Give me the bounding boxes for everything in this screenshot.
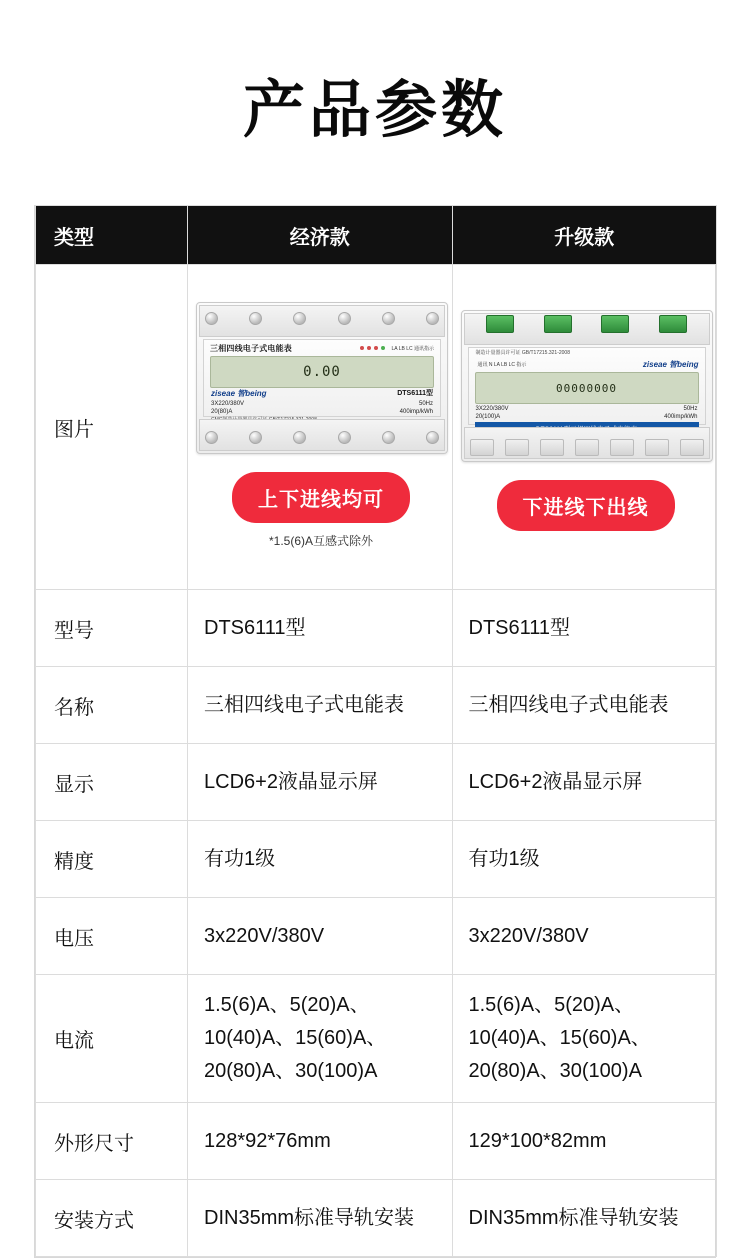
meter-economy xyxy=(196,302,446,549)
cell-upgrade-mounting: DIN35mm标准导轨安装 xyxy=(452,1180,717,1257)
meter-body-economy xyxy=(196,302,448,454)
meter-frequency: 50Hz xyxy=(418,400,433,407)
meter-led-group xyxy=(360,345,434,352)
spec-table xyxy=(35,205,717,1257)
spec-table-container xyxy=(34,205,716,1258)
cell-upgrade-dimensions: 129*100*82mm xyxy=(452,1103,717,1180)
meter-brand: ziseae 智being xyxy=(642,360,699,370)
meter-current: 20(80)A xyxy=(211,408,233,415)
header-type: 类型 xyxy=(36,206,188,265)
meter-bottom-terminals xyxy=(470,439,704,456)
economy-wiring-note: *1.5(6)A互感式除外 xyxy=(268,533,374,548)
cell-economy-dimensions: 128*92*76mm xyxy=(188,1103,453,1180)
cell-upgrade-model: DTS6111型 xyxy=(452,590,717,667)
row-label-mounting: 安装方式 xyxy=(36,1180,188,1257)
cell-upgrade-image xyxy=(452,265,717,590)
terminal-block-icon xyxy=(540,439,564,456)
row-label-current: 电流 xyxy=(36,975,188,1103)
terminal-block-icon xyxy=(544,315,572,333)
screw-icon xyxy=(426,431,439,444)
row-label-dimensions: 外形尺寸 xyxy=(36,1103,188,1180)
screw-icon xyxy=(249,431,262,444)
table-row-current xyxy=(36,975,717,1103)
table-row-accuracy xyxy=(36,821,717,898)
cell-upgrade-accuracy: 有功1级 xyxy=(452,821,717,898)
meter-frequency: 50Hz xyxy=(683,406,698,413)
cell-economy-current: 1.5(6)A、5(20)A、10(40)A、15(60)A、20(80)A、30(100)A xyxy=(188,975,453,1103)
screw-icon xyxy=(382,312,395,325)
cell-economy-accuracy: 有功1级 xyxy=(188,821,453,898)
meter-brand-row xyxy=(204,388,440,399)
meter-phase-label: LA LB LC 通讯指示 xyxy=(391,345,434,352)
terminal-block-icon xyxy=(486,315,514,333)
screw-icon xyxy=(249,312,262,325)
meter-brand: ziseae 智being xyxy=(211,388,267,398)
row-label-model: 型号 xyxy=(36,590,188,667)
terminal-block-icon xyxy=(659,315,687,333)
meter-current-row xyxy=(469,412,705,420)
screw-icon xyxy=(293,312,306,325)
terminal-block-icon xyxy=(680,439,704,456)
terminal-block-icon xyxy=(601,315,629,333)
cell-economy-mounting: DIN35mm标准导轨安装 xyxy=(188,1180,453,1257)
meter-bottom-screws xyxy=(205,431,439,444)
spec-table-body xyxy=(36,265,717,1257)
row-label-accuracy: 精度 xyxy=(36,821,188,898)
meter-cert: 制造计量器具许可证 GB/T17215.321-2008 xyxy=(475,350,570,357)
page-title: 产品参数 xyxy=(242,76,507,145)
screw-icon xyxy=(382,431,395,444)
led-indicator-icon xyxy=(374,346,378,350)
terminal-block-icon xyxy=(610,439,634,456)
meter-lcd-display: 0.00 xyxy=(210,356,434,388)
led-indicator-icon xyxy=(367,346,371,350)
table-row-dimensions xyxy=(36,1103,717,1180)
cell-economy-voltage: 3x220V/380V xyxy=(188,898,453,975)
meter-upgrade xyxy=(461,310,711,531)
row-label-image: 图片 xyxy=(36,265,188,590)
meter-face-top xyxy=(469,356,705,370)
screw-icon xyxy=(205,312,218,325)
header-economy: 经济款 xyxy=(188,206,453,265)
row-label-voltage: 电压 xyxy=(36,898,188,975)
spec-table-head xyxy=(36,206,717,265)
terminal-block-icon xyxy=(470,439,494,456)
meter-impulse: 400imp/kWh xyxy=(664,414,698,421)
terminal-block-icon xyxy=(505,439,529,456)
row-label-name: 名称 xyxy=(36,667,188,744)
meter-voltage: 3X220/380V xyxy=(475,406,509,413)
screw-icon xyxy=(338,312,351,325)
meter-voltage: 3X220/380V xyxy=(211,400,245,407)
led-indicator-icon xyxy=(360,346,364,350)
meter-rating-row xyxy=(469,404,705,412)
table-header-row xyxy=(36,206,717,265)
meter-face-upgrade xyxy=(468,347,706,425)
screw-icon xyxy=(205,431,218,444)
meter-body-upgrade xyxy=(461,310,713,462)
meter-current: 20(100)A xyxy=(475,414,501,421)
led-indicator-icon xyxy=(381,346,385,350)
row-label-display: 显示 xyxy=(36,744,188,821)
meter-current-row xyxy=(204,407,440,415)
meter-face-economy xyxy=(203,339,441,417)
cell-economy-name: 三相四线电子式电能表 xyxy=(188,667,453,744)
cell-economy-image xyxy=(188,265,453,590)
meter-phase-label: 通讯 N LA LB LC 指示 xyxy=(477,362,527,369)
cell-upgrade-voltage: 3x220V/380V xyxy=(452,898,717,975)
screw-icon xyxy=(338,431,351,444)
cell-upgrade-display: LCD6+2液晶显示屏 xyxy=(452,744,717,821)
cell-economy-model: DTS6111型 xyxy=(188,590,453,667)
meter-cert-row xyxy=(469,348,705,356)
screw-icon xyxy=(426,312,439,325)
upgrade-wiring-badge: 下进线下出线 xyxy=(497,480,675,531)
meter-model: DTS6111型 xyxy=(397,390,433,398)
meter-rating-row xyxy=(204,399,440,407)
table-row-voltage xyxy=(36,898,717,975)
table-row-image xyxy=(36,265,717,590)
economy-wiring-badge: 上下进线均可 xyxy=(232,472,410,523)
meter-top-screws xyxy=(205,312,439,325)
meter-top-terminals xyxy=(472,315,702,333)
meter-face-top xyxy=(204,340,440,354)
screw-icon xyxy=(293,431,306,444)
meter-impulse: 400imp/kWh xyxy=(399,408,433,415)
terminal-block-icon xyxy=(575,439,599,456)
cell-economy-display: LCD6+2液晶显示屏 xyxy=(188,744,453,821)
table-row-name xyxy=(36,667,717,744)
cell-upgrade-current: 1.5(6)A、5(20)A、10(40)A、15(60)A、20(80)A、30(100)A xyxy=(452,975,717,1103)
table-row-model xyxy=(36,590,717,667)
header-upgrade: 升级款 xyxy=(452,206,717,265)
meter-title: 三相四线电子式电能表 xyxy=(210,343,292,353)
table-row-display xyxy=(36,744,717,821)
cell-upgrade-name: 三相四线电子式电能表 xyxy=(452,667,717,744)
table-row-mounting xyxy=(36,1180,717,1257)
meter-lcd-display: 00000000 xyxy=(475,372,699,404)
terminal-block-icon xyxy=(645,439,669,456)
